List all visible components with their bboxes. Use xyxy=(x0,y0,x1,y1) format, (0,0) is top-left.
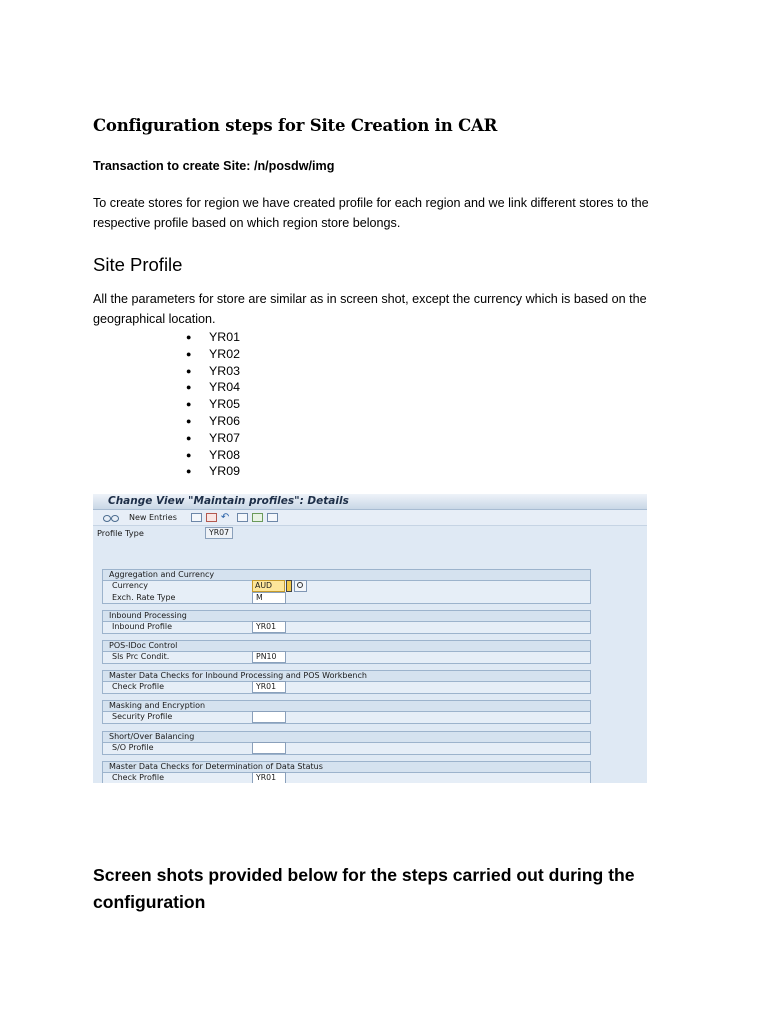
bullet-icon: ● xyxy=(186,449,192,460)
inbound-profile-field[interactable]: YR01 xyxy=(252,621,286,633)
so-profile-label: S/O Profile xyxy=(112,743,154,752)
next-entry-icon[interactable] xyxy=(252,513,263,522)
list-item xyxy=(186,396,240,413)
delete-icon[interactable] xyxy=(206,513,217,522)
check-profile-field[interactable]: YR01 xyxy=(252,772,286,783)
profile-type-row xyxy=(97,527,233,539)
bullet-icon: ● xyxy=(186,415,192,426)
profile-type-label: Profile Type xyxy=(97,528,144,538)
profile-type-field[interactable]: YR07 xyxy=(205,527,233,539)
sap-maintain-profiles-screenshot xyxy=(93,494,647,783)
inbound-profile-label: Inbound Profile xyxy=(112,622,173,631)
bullet-icon: ● xyxy=(186,399,192,410)
so-profile-field[interactable] xyxy=(252,742,286,754)
so-profile-row xyxy=(103,743,590,754)
transaction-line: Transaction to create Site: /n/posdw/img xyxy=(93,159,335,173)
section-heading-site-profile: Site Profile xyxy=(93,254,183,275)
check-profile-label: Check Profile xyxy=(112,682,165,691)
select-all-icon[interactable] xyxy=(237,513,248,522)
parameters-paragraph: All the parameters for store are similar as in screen shot, except the currency which is based on the geographical location. xyxy=(93,292,647,326)
list-item xyxy=(186,379,240,396)
bullet-icon: ● xyxy=(186,382,192,393)
list-item xyxy=(186,447,240,464)
check-profile-field[interactable]: YR01 xyxy=(252,681,286,693)
closing-heading: Screen shots provided below for the steps carried out during the configuration xyxy=(93,865,635,912)
document-title: Configuration steps for Site Creation in CAR xyxy=(93,116,498,135)
currency-label: Currency xyxy=(112,581,149,590)
bullet-icon: ● xyxy=(186,466,192,477)
sls-prc-condit-field[interactable]: PN10 xyxy=(252,651,286,663)
profile-code: YR07 xyxy=(209,430,240,445)
inbound-profile-row xyxy=(103,622,590,633)
intro-paragraph: To create stores for region we have created profile for each region and we link different stores to the respective profile based on which region store belongs. xyxy=(93,196,649,230)
bullet-icon: ● xyxy=(186,365,192,376)
undo-icon[interactable]: ↶ xyxy=(220,511,230,523)
check-profile-row xyxy=(103,682,590,693)
security-profile-label: Security Profile xyxy=(112,712,173,721)
list-item xyxy=(186,346,240,363)
group-title: Inbound Processing xyxy=(103,611,590,622)
search-help-icon[interactable] xyxy=(294,580,307,592)
group-master-data-checks-status xyxy=(102,761,591,783)
security-profile-row xyxy=(103,712,590,723)
group-master-data-checks-inbound xyxy=(102,670,591,694)
list-item xyxy=(186,329,240,346)
profile-code: YR03 xyxy=(209,363,240,378)
list-item xyxy=(186,363,240,380)
profile-code: YR06 xyxy=(209,413,240,428)
display-change-icon[interactable] xyxy=(103,514,119,522)
group-title: Aggregation and Currency xyxy=(103,570,590,581)
group-title: POS-IDoc Control xyxy=(103,641,590,652)
group-pos-idoc-control xyxy=(102,640,591,664)
profile-code: YR02 xyxy=(209,346,240,361)
profile-code: YR01 xyxy=(209,330,240,344)
group-masking-encryption xyxy=(102,700,591,724)
bullet-icon: ● xyxy=(186,432,192,443)
profile-list xyxy=(186,329,240,480)
list-item xyxy=(186,430,240,447)
sap-screen-title: Change View "Maintain profiles": Details xyxy=(93,494,647,510)
copy-icon[interactable] xyxy=(191,513,202,522)
group-short-over-balancing xyxy=(102,731,591,755)
bullet-icon: ● xyxy=(186,332,192,342)
deselect-icon[interactable] xyxy=(267,513,278,522)
check-profile-row xyxy=(103,773,590,783)
text-cursor-icon xyxy=(286,580,292,592)
list-item xyxy=(186,413,240,430)
new-entries-button[interactable]: New Entries xyxy=(129,513,177,522)
currency-row xyxy=(103,581,590,592)
exch-rate-row xyxy=(103,593,590,604)
exch-rate-label: Exch. Rate Type xyxy=(112,592,176,602)
sls-prc-condit-row xyxy=(103,652,590,663)
currency-field[interactable]: AUD xyxy=(252,580,285,592)
security-profile-field[interactable] xyxy=(252,711,286,723)
list-item xyxy=(186,463,240,480)
profile-code: YR08 xyxy=(209,447,240,462)
profile-code: YR09 xyxy=(209,464,240,479)
check-profile-label: Check Profile xyxy=(112,773,165,782)
profile-code: YR04 xyxy=(209,380,240,395)
group-aggregation-currency xyxy=(102,569,591,604)
group-title: Masking and Encryption xyxy=(103,701,590,712)
exch-rate-field[interactable]: M xyxy=(252,592,286,604)
group-title: Master Data Checks for Determination of Data Status xyxy=(103,762,590,773)
sls-prc-condit-label: Sls Prc Condit. xyxy=(112,652,170,661)
profile-code: YR05 xyxy=(209,397,240,412)
bullet-icon: ● xyxy=(186,348,192,359)
sap-toolbar xyxy=(93,510,647,526)
group-title: Master Data Checks for Inbound Processing and POS Workbench xyxy=(103,671,590,682)
group-inbound-processing xyxy=(102,610,591,634)
group-title: Short/Over Balancing xyxy=(103,732,590,743)
